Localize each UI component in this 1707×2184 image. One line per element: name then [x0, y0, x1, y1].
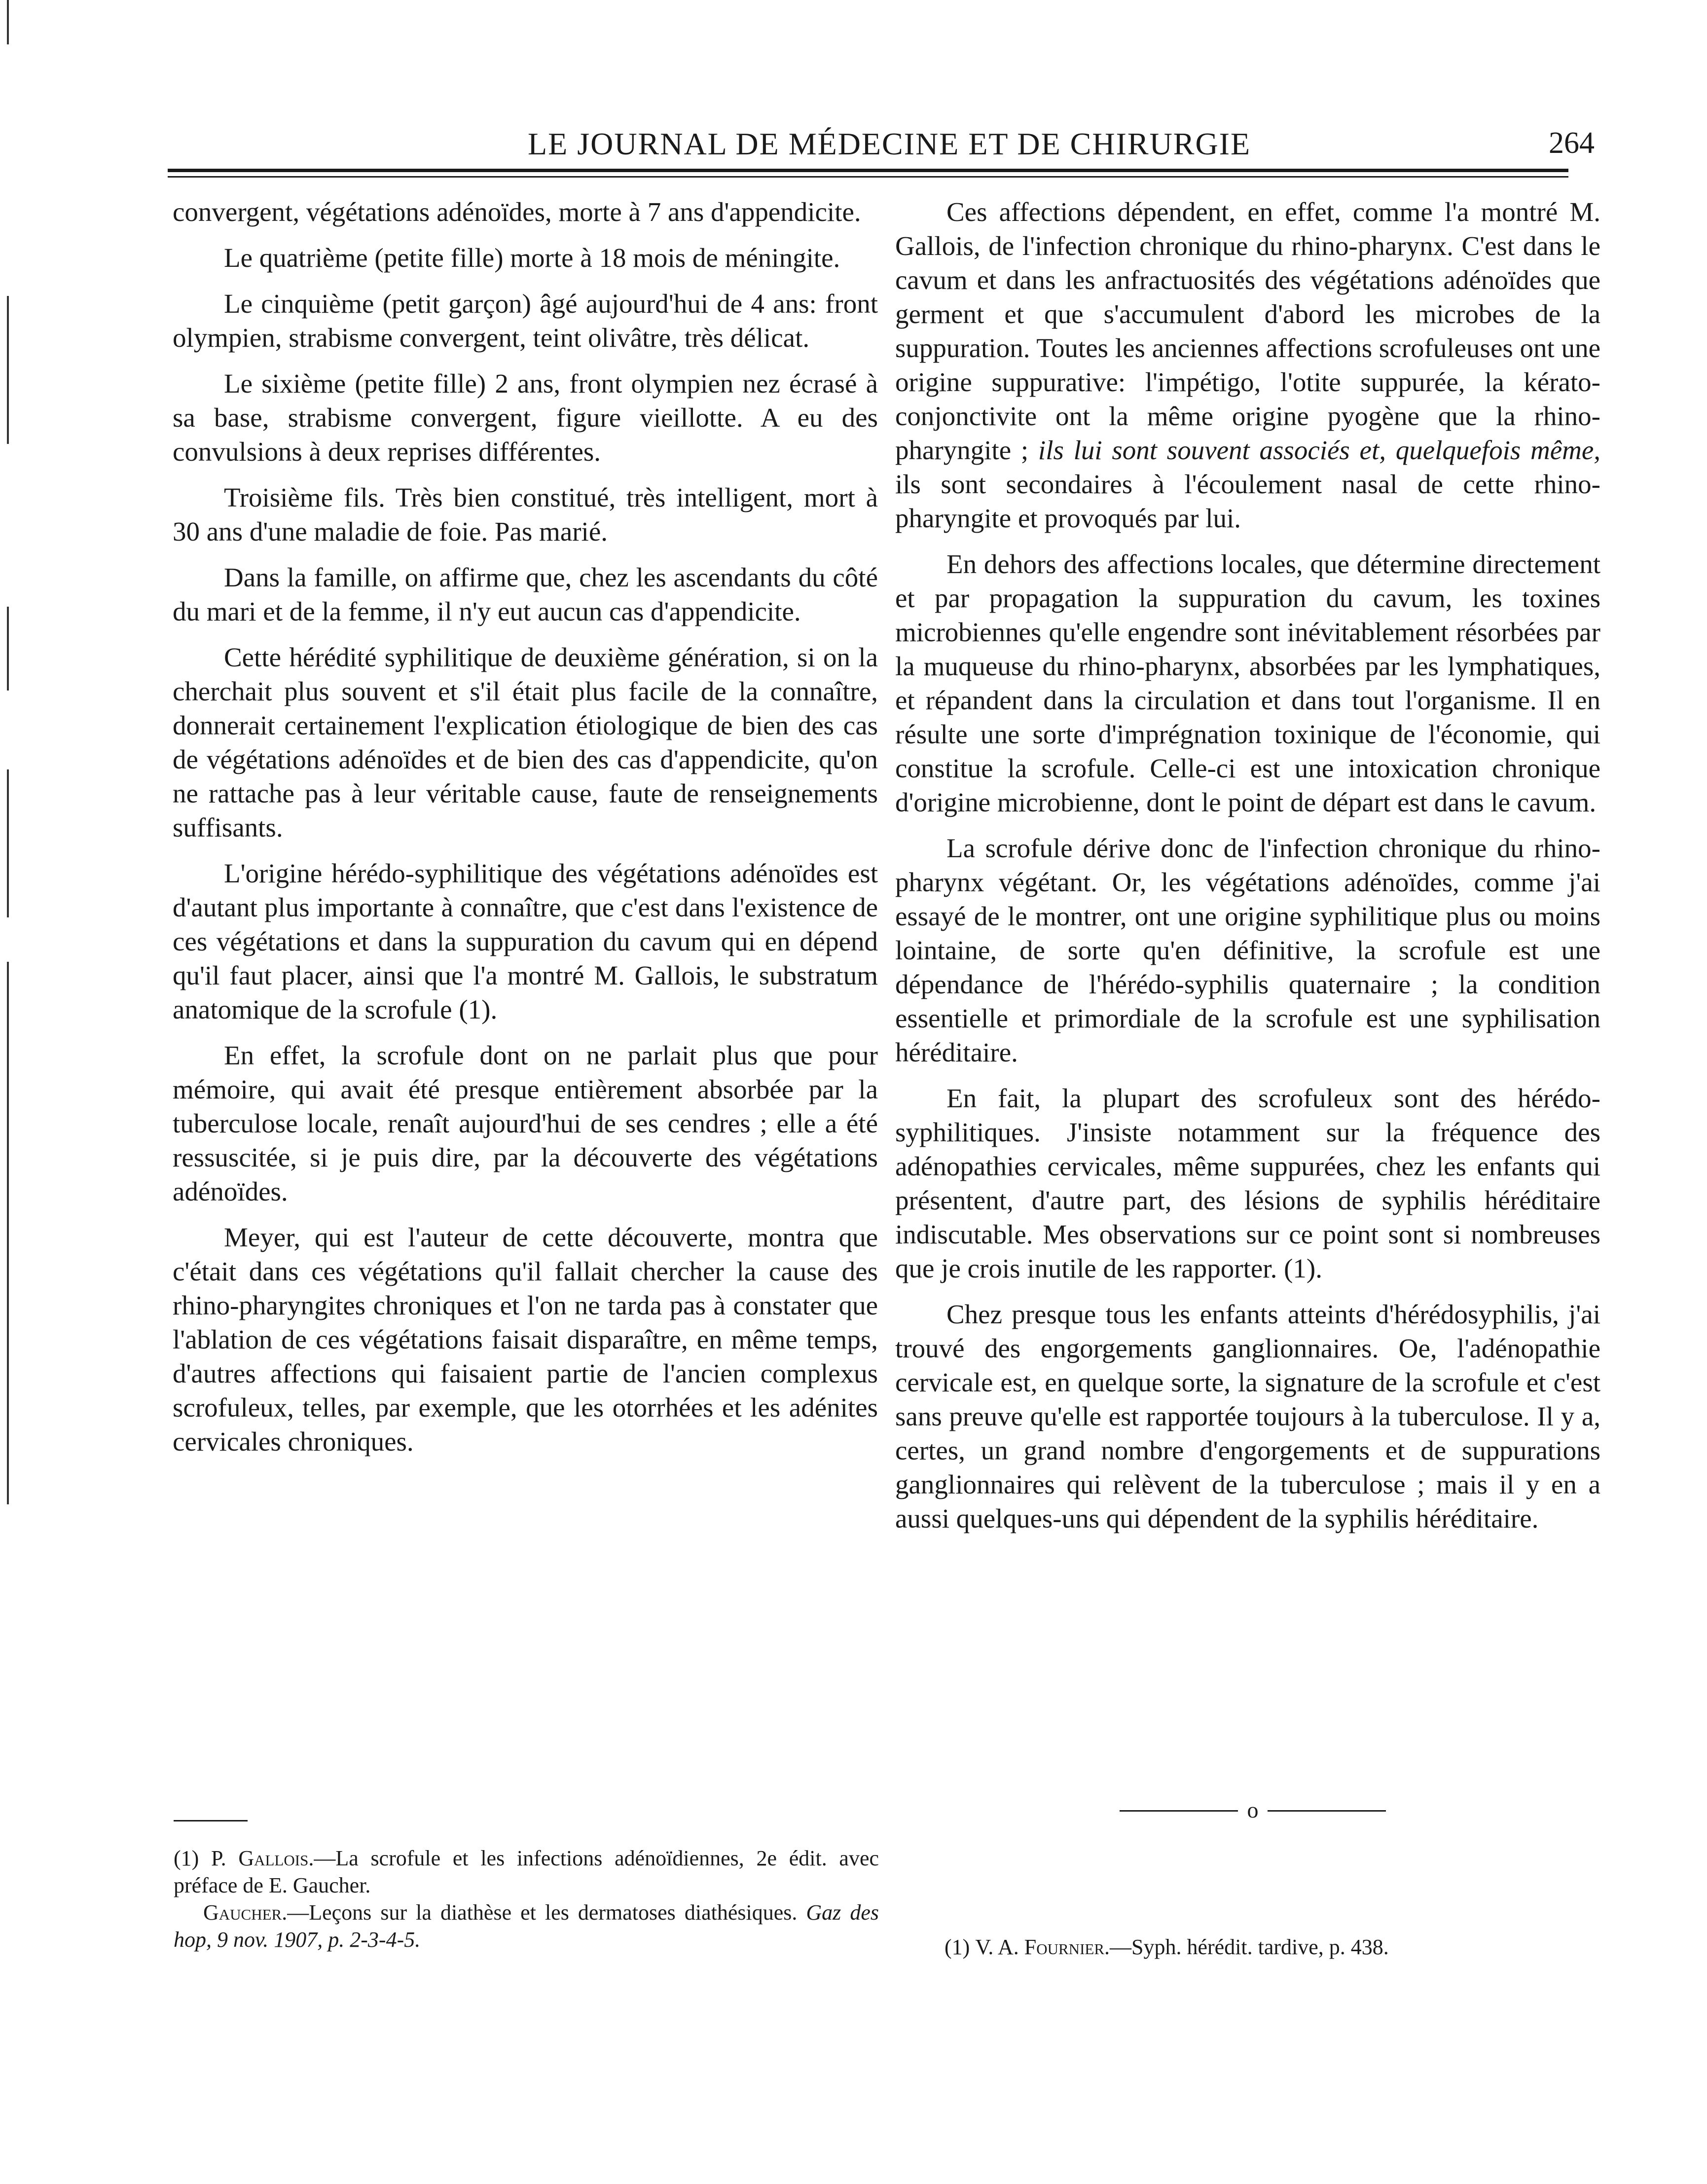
- footnote-author: P. Gallois.: [211, 1846, 314, 1870]
- paragraph: convergent, végétations adénoïdes, morte à 7 ans d'appendicite.: [173, 197, 861, 227]
- italic-text: ils lui sont souvent associés et, quelquefois même,: [1038, 435, 1600, 465]
- footnote-rule: [174, 1820, 248, 1821]
- separator-line: [1120, 1810, 1238, 1812]
- margin-scan-mark: [7, 962, 9, 1504]
- page-number: 264: [1549, 126, 1595, 160]
- separator-mark: o: [1247, 1797, 1259, 1822]
- paragraph: Cette hérédité syphilitique de deuxième génération, si on la cherchait plus souvent et s'il était plus facile de la connaître, donnerait certainement l'explication étiologique de bien des cas de végétations adénoïdes et de bien des cas d'appendicite, qu'on ne rattache pas à leur véritable cause, faute de renseignements suffisants.: [173, 642, 878, 842]
- paragraph: En fait, la plupart des scrofuleux sont des hérédo-syphilitiques. J'insiste notamment sur la fréquence des adénopathies cervicales, même suppurées, chez les enfants qui présentent, d'autre part, des lésions de syphilis héréditaire indiscutable. Mes observations sur ce point sont si nombreuses que je crois inutile de les rapporter. (1).: [895, 1083, 1600, 1283]
- header-rule-thin: [168, 176, 1568, 178]
- left-column: [173, 195, 878, 1458]
- margin-scan-mark: [7, 607, 9, 691]
- margin-scan-mark: [7, 0, 9, 44]
- paragraph: En dehors des affections locales, que détermine directement et par propagation la suppuration du cavum, les toxines microbiennes qu'elle engendre sont inévitablement résorbées par la muqueuse du rhino-pharynx, absorbées par les lymphatiques, et répandent dans la circulation et dans tout l'organisme. Il en résulte une sorte d'imprégnation toxinique de l'économie, qui constitue la scrofule. Celle-ci est une intoxication chronique d'origine microbienne, dont le point de départ est dans le cavum.: [895, 549, 1600, 817]
- footnote-author: V. A. Fournier.: [975, 1935, 1110, 1959]
- paragraph: [895, 195, 1600, 535]
- paragraph: Le cinquième (petit garçon) âgé aujourd'hui de 4 ans: front olympien, strabisme convergent, teint olivâtre, très délicat.: [173, 289, 878, 353]
- footnote-marker: (1): [174, 1846, 199, 1870]
- footnote-text: —Leçons sur la diathèse et les dermatoses diathésiques.: [287, 1900, 798, 1925]
- journal-title: LE JOURNAL DE MÉDECINE ET DE CHIRURGIE: [528, 126, 1251, 161]
- paragraph-text: Ces affections dépendent, en effet, comme l'a montré M. Gallois, de l'infection chronique du rhino-pharynx. C'est dans le cavum et dans les anfractuosités des végétations adénoïdes que germent et que s'accumulent d'abord les microbes de la suppuration. Toutes les anciennes affections scrofuleuses ont une origine suppurative: l'impétigo, l'otite suppurée, la kérato-conjonctivite ont la même origine pyogène que la rhino-pharyngite ;: [895, 197, 1600, 465]
- margin-scan-mark: [7, 769, 9, 917]
- footnote-text: —Syph. hérédit. tardive, p. 438.: [1110, 1935, 1389, 1959]
- paragraph: L'origine hérédo-syphilitique des végétations adénoïdes est d'autant plus importante à connaître, que c'est dans l'existence de ces végétations et dans la suppuration du cavum qui en dépend qu'il faut placer, ainsi que l'a montré M. Gallois, le substratum anatomique de la scrofule (1).: [173, 858, 878, 1024]
- separator-line: [1268, 1810, 1386, 1812]
- margin-scan-mark: [7, 296, 9, 444]
- footnote-author: Gaucher.: [203, 1900, 288, 1925]
- footnote-fournier: [944, 1933, 1586, 1961]
- footnote-source: Gaz des hop, 9 nov. 1907, p. 2-3-4-5.: [174, 1900, 879, 1952]
- paragraph: Chez presque tous les enfants atteints d'hérédosyphilis, j'ai trouvé des engorgements ganglionnaires. Oe, l'adénopathie cervicale est, en quelque sorte, la signature de la scrofule et c'est sans preuve qu'elle est rapportée toujours à la tuberculose. Il y a, certes, un grand nombre d'engorgements et de suppurations ganglionnaires qui relèvent de la tuberculose ; mais il y en a aussi quelques-uns qui dépendent de la syphilis héréditaire.: [895, 1299, 1600, 1533]
- paragraph: Dans la famille, on affirme que, chez les ascendants du côté du mari et de la femme, il n'y eut aucun cas d'appendicite.: [173, 562, 878, 626]
- right-column: [895, 195, 1600, 1547]
- paragraph: Le quatrième (petite fille) morte à 18 mois de méningite.: [224, 243, 840, 273]
- footnote-marker: (1): [944, 1935, 970, 1959]
- paragraph: Meyer, qui est l'auteur de cette découverte, montra que c'était dans ces végétations qu'il fallait chercher la cause des rhino-pharyngites chroniques et l'on ne tarda pas à constater que l'ablation de ces végétations faisait disparaître, en même temps, d'autres affections qui faisaient partie de l'ancien complexus scrofuleux, telles, par exemple, que les otorrhées et les adénites cervicales chroniques.: [173, 1222, 878, 1456]
- footnote-gaucher: [174, 1899, 879, 1953]
- footnote-gallois: [174, 1845, 879, 1899]
- paragraph-text: ils sont secondaires à l'écoulement nasal de cette rhino-pharyngite et provoqués par lui.: [895, 469, 1600, 533]
- paragraph: Le sixième (petite fille) 2 ans, front olympien nez écrasé à sa base, strabisme convergent, figure vieillotte. A eu des convulsions à deux reprises différentes.: [173, 368, 878, 467]
- footnote-text: —La scrofule et les infections adénoïdiennes, 2e édit. avec préface de E. Gaucher.: [174, 1846, 879, 1897]
- section-separator: [1120, 1797, 1386, 1822]
- paragraph: En effet, la scrofule dont on ne parlait plus que pour mémoire, qui avait été presque entièrement absorbée par la tuberculose locale, renaît aujourd'hui de ses cendres ; elle a été ressuscitée, si je puis dire, par la découverte des végétations adénoïdes.: [173, 1040, 878, 1206]
- header-rule-thick: [168, 169, 1568, 172]
- paragraph: La scrofule dérive donc de l'infection chronique du rhino-pharynx végétant. Or, les végétations adénoïdes, comme j'ai essayé de le montrer, ont une origine syphilitique plus ou moins lointaine, de sorte qu'en définitive, la scrofule est une dépendance de l'hérédo-syphilis quaternaire ; la condition essentielle et primordiale de la scrofule est une syphilisation héréditaire.: [895, 833, 1600, 1067]
- paragraph: Troisième fils. Très bien constitué, très intelligent, mort à 30 ans d'une maladie de foie. Pas marié.: [173, 482, 878, 546]
